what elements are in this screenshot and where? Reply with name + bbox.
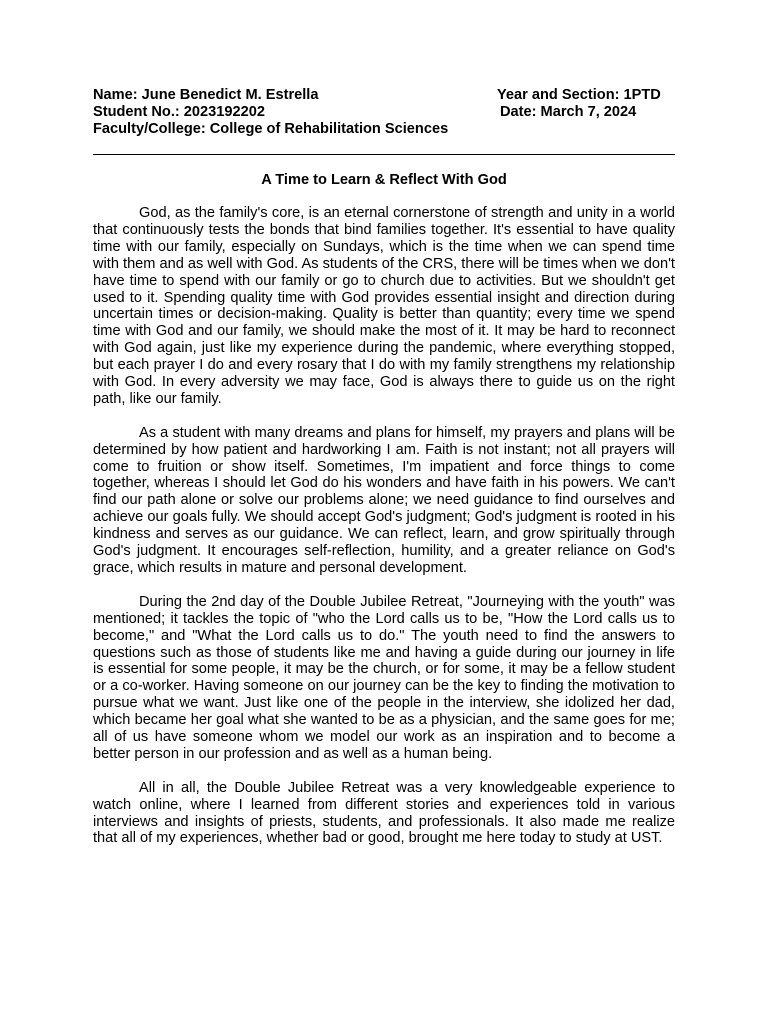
student-name: Name: June Benedict M. Estrella: [93, 87, 319, 103]
header-divider: [93, 154, 675, 155]
header-row-3: [93, 121, 675, 138]
paragraph-1: God, as the family's core, is an eternal cornerstone of strength and unity in a world that continuously tests the bonds that bind families together. It's essential to have quality time with our family, especially on Sundays, which is the time when we can spend time with them and as well with God. As students of the CRS, there will be times when we don't have time to spend with our family or go to church due to activities. But we shouldn't get used to it. Spending quality time with God provides essential insight and direction during uncertain times or decision-making. Quality is better than quantity; every time we spend time with God and our family, we should make the most of it. It may be hard to reconnect with God again, just like my experience during the pandemic, where everything stopped, but each prayer I do and every rosary that I do with my family strengthens my relationship with God. In every adversity we may face, God is always there to guide us on the right path, like our family.: [93, 205, 675, 407]
student-number: Student No.: 2023192202: [93, 104, 265, 120]
student-info-header: [93, 87, 675, 138]
essay-body: [93, 205, 675, 864]
paragraph-3: During the 2nd day of the Double Jubilee Retreat, "Journeying with the youth" was mentioned; it tackles the topic of "who the Lord calls us to be, "How the Lord calls us to become," and "What the Lord calls us to do." The youth need to find the answers to questions such as those of students like me and having a guide during our journey in life is essential for some people, it may be the church, or for some, it may be a fellow student or a co-worker. Having someone on our journey can be the key to finding the motivation to pursue what we want. Just like one of the people in the interview, she idolized her dad, which became her goal what she wanted to be as a physician, and the same goes for me; all of us have someone whom we model our work as an inspiration and to become a better person in our profession and as well as a human being.: [93, 593, 675, 762]
header-row-1: [93, 87, 675, 104]
paragraph-2: As a student with many dreams and plans for himself, my prayers and plans will be determined by how patient and hardworking I am. Faith is not instant; not all prayers will come to fruition or show itself. Sometimes, I'm impatient and force things to come together, whereas I should let God do his wonders and have faith in his powers. We can't find our path alone or solve our problems alone; we need guidance to find ourselves and achieve our goals fully. We should accept God's judgment; God's judgment is rooted in his kindness and serves as our guidance. We can reflect, learn, and grow spiritually through God's judgment. It encourages self-reflection, humility, and a greater reliance on God's grace, which results in mature and personal development.: [93, 424, 675, 577]
faculty-college: Faculty/College: College of Rehabilitation Sciences: [93, 121, 449, 137]
year-section: Year and Section: 1PTD: [497, 87, 661, 103]
date: Date: March 7, 2024: [500, 104, 637, 120]
paragraph-4: All in all, the Double Jubilee Retreat was a very knowledgeable experience to watch online, where I learned from different stories and experiences told in various interviews and insights of priests, students, and professionals. It also made me realize that all of my experiences, whether bad or good, brought me here today to study at UST.: [93, 779, 675, 847]
essay-title: A Time to Learn & Reflect With God: [261, 172, 507, 188]
header-row-2: [93, 104, 675, 121]
